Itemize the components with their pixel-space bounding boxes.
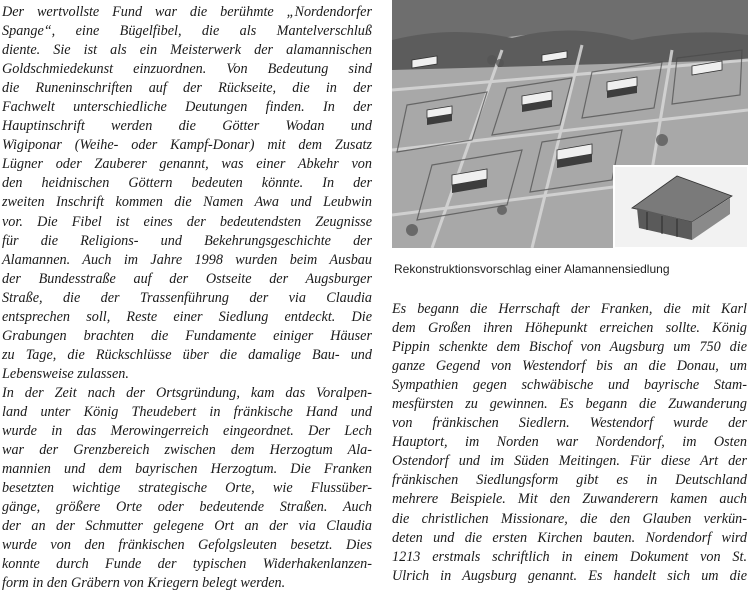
text-line: Hauptort, im Norden war Nordendorf, im Osten	[392, 434, 747, 451]
text-line: mehrere Beispiele. Mit den Zuwanderern kamen auch	[392, 491, 747, 508]
text-line: dem Großen ihren Höhepunkt erreichen sollte. König	[392, 320, 747, 337]
text-line: entsprechen soll, Reste einer Siedlung entdeckt. Die	[2, 308, 372, 325]
text-line: Spange“, eine Bügelfibel, die als Mantelverschluß	[2, 23, 372, 40]
text-line: 1213 erstmals schriftlich in einem Dokument von St.	[392, 548, 747, 565]
text-line: der an der Schmutter gelegene Ort an der via Claudia	[2, 518, 372, 535]
text-line: land unter König Theudebert in fränkische Hand und	[2, 403, 372, 420]
text-line: war der Grenzbereich zwischen dem Herzogtum Ala-	[2, 442, 372, 459]
text-line: Fachwelt unterschiedliche Deutungen finden. In der	[2, 99, 372, 116]
text-line: der Bundesstraße auf der Ostseite der Augsburger	[2, 270, 372, 287]
text-line: für die Religions- und Bekehrungsgeschichte der	[2, 232, 372, 249]
text-line: Hauptinschrift werden die Götter Wodan und	[2, 118, 372, 135]
text-line: zu Tage, die Rückschlüsse über die damalige Bau- und	[2, 346, 372, 363]
text-line: Ostendorf und im Süden Meitingen. Für diese Art der	[392, 453, 747, 470]
text-line: Goldschmiedekunst einzuordnen. Von Bedeutung sind	[2, 61, 372, 78]
text-line: zweiten Inschrift kommen die Namen Awa und Leubwin	[2, 194, 372, 211]
text-line: von fränkischen Siedlern. Westendorf wurde der	[392, 415, 747, 432]
text-line: Straße, die der Trassenführung der via Claudia	[2, 289, 372, 306]
text-line: den heidnischen Göttern bedeuten könnte. In der	[2, 175, 372, 192]
text-line: wurde von den fränkischen Gefolgsleuten besetzt. Dies	[2, 537, 372, 554]
text-line: mesfürsten zu gewinnen. Es begann die Zuwanderung	[392, 396, 747, 413]
text-line: Alamannen. Auch im Jahre 1998 wurden beim Ausbau	[2, 251, 372, 268]
text-line: Pippin schenkte dem Bischof von Augsburg um 750 die	[392, 339, 747, 356]
text-line: Lügner oder Zauberer genannt, was einer Abkehr von	[2, 156, 372, 173]
text-line: besetzten wichtige strategische Orte, wie Flussüber-	[2, 480, 372, 497]
figure-caption: Rekonstruktionsvorschlag einer Alamannensiedlung	[394, 262, 670, 276]
text-line: Ulrich in Augsburg genannt. Es handelt sich um die	[392, 567, 747, 584]
text-line: Grabungen brachten die Fundamente einiger Häuser	[2, 327, 372, 344]
left-text-column	[2, 3, 372, 593]
text-line: deten und die ersten Kirchen bauten. Nordendorf wird	[392, 529, 747, 546]
text-line: die christlichen Missionare, die den Glauben verkün-	[392, 510, 747, 527]
text-line: form in den Gräbern von Kriegern belegt werden.	[2, 575, 286, 592]
text-line: wurde in das Merowingerreich eingeordnet. Der Lech	[2, 423, 372, 440]
text-line: fränkischen Siedlungsform gibt es in Deutschland	[392, 472, 747, 489]
right-text-column	[392, 300, 747, 586]
text-line: Der wertvollste Fund war die berühmte „Nordendorfer	[2, 4, 372, 20]
text-line: die Runeninschriften auf der Rückseite, die in der	[2, 80, 372, 97]
text-line: Sympathien gegen schwäbische und bayrische Stam-	[392, 377, 747, 394]
text-line: Wigiponar (Weihe- oder Kampf-Donar) mit dem Zusatz	[2, 137, 372, 154]
text-line: ganze Gegend von Westendorf bis an die Donau, um	[392, 358, 747, 375]
text-line: diente. Sie ist als ein Meisterwerk der alamannischen	[2, 42, 372, 59]
text-line: gänge, größere Orte oder bedeutende Straßen. Auch	[2, 499, 372, 516]
settlement-reconstruction-illustration	[392, 0, 748, 248]
text-line: konnte durch Funde der typischen Widerhakenlanzen-	[2, 556, 372, 573]
text-line: Lebensweise zulassen.	[2, 365, 129, 382]
text-line: vor. Die Fibel ist eines der bedeutendsten Zeugnisse	[2, 213, 372, 230]
settlement-drawing	[392, 0, 748, 248]
text-line: mannien und dem bayrischen Herzogtum. Die Franken	[2, 461, 372, 478]
text-line: In der Zeit nach der Ortsgründung, kam das Voralpen-	[2, 384, 372, 401]
text-line: Es begann die Herrschaft der Franken, die mit Karl	[392, 301, 747, 317]
